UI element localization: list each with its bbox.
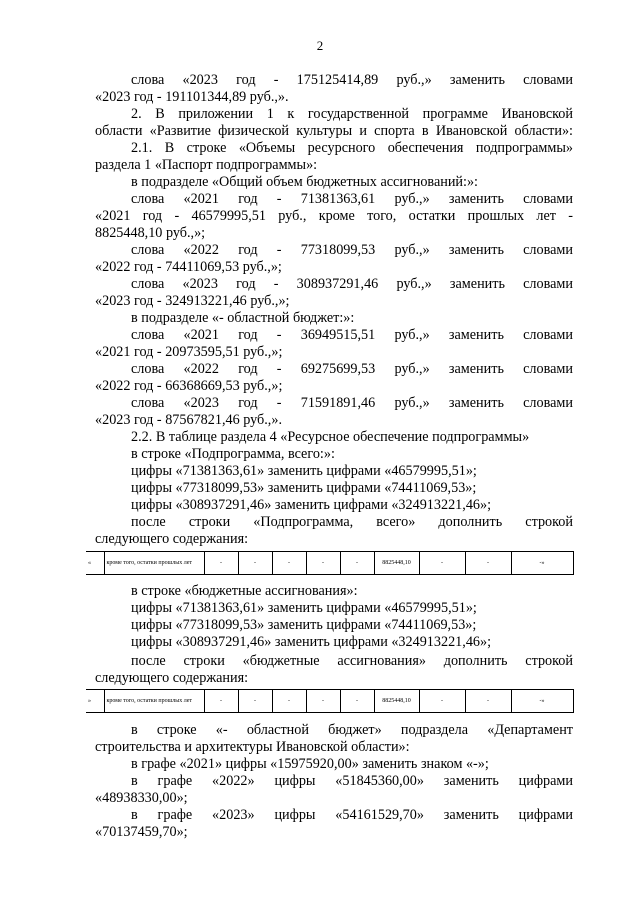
text-line: «2021 год - 46579995,51 руб., кроме того, остатки прошлых лет - bbox=[95, 208, 573, 224]
table-cell: « bbox=[86, 552, 104, 575]
text-line: «2022 год - 66368669,53 руб.,»; bbox=[95, 378, 283, 394]
inserted-row-table bbox=[86, 551, 574, 575]
text-line: цифры «308937291,46» заменить цифрами «324913221,46»; bbox=[131, 497, 492, 513]
text-line: цифры «77318099,53» заменить цифрами «74411069,53»; bbox=[131, 480, 477, 496]
table-cell: - bbox=[419, 690, 465, 713]
text-line: раздела 1 «Паспорт подпрограммы»: bbox=[95, 157, 318, 173]
table-cell: - bbox=[238, 552, 272, 575]
text-line: в подразделе «Общий объем бюджетных ассигнований:»: bbox=[131, 174, 478, 190]
table-cell: -» bbox=[511, 690, 573, 713]
table-row bbox=[86, 690, 573, 713]
table-cell: » bbox=[86, 690, 104, 713]
text-line: в графе «2022» цифры «51845360,00» заменить цифрами bbox=[131, 773, 573, 789]
text-line: цифры «77318099,53» заменить цифрами «74411069,53»; bbox=[131, 617, 477, 633]
text-line: слова «2023 год - 71591891,46 руб.,» заменить словами bbox=[131, 395, 573, 411]
table-cell: -» bbox=[511, 552, 573, 575]
text-line: в графе «2023» цифры «54161529,70» заменить цифрами bbox=[131, 807, 573, 823]
inserted-row-table bbox=[86, 689, 574, 713]
table-cell: - bbox=[340, 690, 374, 713]
text-line: «48938330,00»; bbox=[95, 790, 188, 806]
text-line: цифры «308937291,46» заменить цифрами «324913221,46»; bbox=[131, 634, 492, 650]
text-line: слова «2022 год - 77318099,53 руб.,» заменить словами bbox=[131, 242, 573, 258]
text-line: «2022 год - 74411069,53 руб.,»; bbox=[95, 259, 282, 275]
table-row bbox=[86, 552, 573, 575]
text-line: после строки «Подпрограмма, всего» дополнить строкой bbox=[131, 514, 573, 530]
text-line: слова «2021 год - 36949515,51 руб.,» заменить словами bbox=[131, 327, 573, 343]
text-line: после строки «бюджетные ассигнования» дополнить строкой bbox=[131, 653, 573, 669]
table-cell: 8825448,10 bbox=[374, 690, 419, 713]
table-cell: - bbox=[272, 552, 306, 575]
text-line: в строке «- областной бюджет» подраздела «Департамент bbox=[131, 722, 573, 738]
text-line: слова «2021 год - 71381363,61 руб.,» заменить словами bbox=[131, 191, 573, 207]
page-number: 2 bbox=[316, 38, 324, 53]
table-cell: кроме того, остатки прошлых лет bbox=[104, 552, 204, 575]
text-line: «2023 год - 324913221,46 руб.,»; bbox=[95, 293, 290, 309]
text-line: 2.2. В таблице раздела 4 «Ресурсное обеспечение подпрограммы» bbox=[131, 429, 530, 445]
text-line: «2021 год - 20973595,51 руб.,»; bbox=[95, 344, 283, 360]
text-line: «2023 год - 191101344,89 руб.,». bbox=[95, 89, 289, 105]
text-line: строительства и архитектуры Ивановской области»: bbox=[95, 739, 410, 755]
text-line: 8825448,10 руб.,»; bbox=[95, 225, 206, 241]
table-cell: - bbox=[306, 552, 340, 575]
table-cell: - bbox=[306, 690, 340, 713]
table-cell: - bbox=[465, 690, 511, 713]
text-line: 2. В приложении 1 к государственной программе Ивановской bbox=[131, 106, 573, 122]
text-line: слова «2023 год - 175125414,89 руб.,» заменить словами bbox=[131, 72, 573, 88]
text-line: в графе «2021» цифры «15975920,00» заменить знаком «-»; bbox=[131, 756, 489, 772]
table-cell: 8825448,10 bbox=[374, 552, 419, 575]
text-line: следующего содержания: bbox=[95, 670, 249, 686]
table-cell: - bbox=[340, 552, 374, 575]
text-line: слова «2022 год - 69275699,53 руб.,» заменить словами bbox=[131, 361, 573, 377]
text-line: следующего содержания: bbox=[95, 531, 249, 547]
text-line: «70137459,70»; bbox=[95, 824, 188, 840]
text-line: в строке «Подпрограмма, всего:»: bbox=[131, 446, 335, 462]
text-line: области «Развитие физической культуры и спорта в Ивановской области»: bbox=[95, 123, 573, 139]
text-line: цифры «71381363,61» заменить цифрами «46579995,51»; bbox=[131, 600, 477, 616]
table-cell: - bbox=[238, 690, 272, 713]
table-cell: - bbox=[465, 552, 511, 575]
table-cell: - bbox=[419, 552, 465, 575]
text-line: 2.1. В строке «Объемы ресурсного обеспечения подпрограммы» bbox=[131, 140, 573, 156]
table-cell: кроме того, остатки прошлых лет bbox=[104, 690, 204, 713]
text-line: в подразделе «- областной бюджет:»: bbox=[131, 310, 355, 326]
table-cell: - bbox=[272, 690, 306, 713]
text-line: цифры «71381363,61» заменить цифрами «46579995,51»; bbox=[131, 463, 477, 479]
text-line: «2023 год - 87567821,46 руб.,». bbox=[95, 412, 282, 428]
text-line: слова «2023 год - 308937291,46 руб.,» заменить словами bbox=[131, 276, 573, 292]
table-cell: - bbox=[204, 690, 238, 713]
table-cell: - bbox=[204, 552, 238, 575]
text-line: в строке «бюджетные ассигнования»: bbox=[131, 583, 358, 599]
